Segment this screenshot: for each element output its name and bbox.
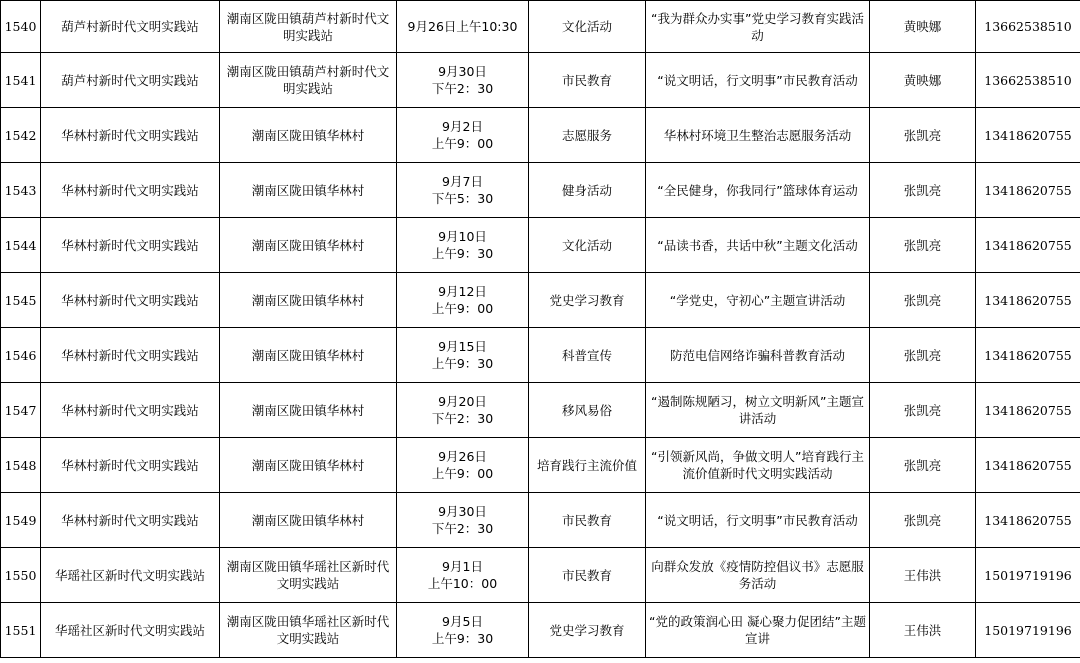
table-row [1,273,1080,328]
table-row [1,163,1080,218]
table-row [1,438,1080,493]
row-number-cell: 1550 [1,548,41,603]
location-cell: 潮南区陇田镇华林村 [220,328,397,383]
phone-cell: 13418620755 [976,328,1080,383]
activity-cell: 向群众发放《疫情防控倡议书》志愿服务活动 [646,548,870,603]
contact-cell: 黄映娜 [870,1,976,53]
phone-cell: 13418620755 [976,218,1080,273]
phone-cell: 15019719196 [976,548,1080,603]
time-cell: 9月30日 下午2：30 [397,493,529,548]
phone-cell: 13418620755 [976,383,1080,438]
row-number-cell: 1543 [1,163,41,218]
contact-cell: 王伟洪 [870,603,976,658]
contact-cell: 张凯亮 [870,218,976,273]
time-cell: 9月7日 下午5：30 [397,163,529,218]
table-row [1,108,1080,163]
contact-cell: 王伟洪 [870,548,976,603]
table-body [1,1,1080,658]
location-cell: 潮南区陇田镇华林村 [220,108,397,163]
row-number-cell: 1544 [1,218,41,273]
table-row [1,383,1080,438]
table-row [1,1,1080,53]
location-cell: 潮南区陇田镇华林村 [220,163,397,218]
activity-cell: “全民健身，你我同行”篮球体育运动 [646,163,870,218]
category-cell: 市民教育 [529,53,646,108]
station-cell: 华瑶社区新时代文明实践站 [41,603,220,658]
location-cell: 潮南区陇田镇华林村 [220,273,397,328]
contact-cell: 张凯亮 [870,108,976,163]
phone-cell: 13418620755 [976,438,1080,493]
activity-cell: “品读书香，共话中秋”主题文化活动 [646,218,870,273]
time-cell: 9月10日 上午9：30 [397,218,529,273]
phone-cell: 13662538510 [976,53,1080,108]
time-cell: 9月5日 上午9：30 [397,603,529,658]
time-cell: 9月30日 下午2：30 [397,53,529,108]
station-cell: 华林村新时代文明实践站 [41,438,220,493]
activity-cell: “我为群众办实事”党史学习教育实践活动 [646,1,870,53]
row-number-cell: 1546 [1,328,41,383]
location-cell: 潮南区陇田镇葫芦村新时代文明实践站 [220,1,397,53]
row-number-cell: 1542 [1,108,41,163]
location-cell: 潮南区陇田镇葫芦村新时代文明实践站 [220,53,397,108]
phone-cell: 13662538510 [976,1,1080,53]
location-cell: 潮南区陇田镇华林村 [220,438,397,493]
row-number-cell: 1548 [1,438,41,493]
category-cell: 党史学习教育 [529,273,646,328]
station-cell: 华林村新时代文明实践站 [41,108,220,163]
station-cell: 华林村新时代文明实践站 [41,218,220,273]
contact-cell: 张凯亮 [870,383,976,438]
table-row [1,218,1080,273]
contact-cell: 张凯亮 [870,438,976,493]
category-cell: 科普宣传 [529,328,646,383]
contact-cell: 张凯亮 [870,163,976,218]
location-cell: 潮南区陇田镇华林村 [220,383,397,438]
phone-cell: 13418620755 [976,108,1080,163]
location-cell: 潮南区陇田镇华瑶社区新时代文明实践站 [220,603,397,658]
row-number-cell: 1547 [1,383,41,438]
station-cell: 葫芦村新时代文明实践站 [41,1,220,53]
category-cell: 培育践行主流价值 [529,438,646,493]
phone-cell: 13418620755 [976,493,1080,548]
activity-cell: “引领新风尚，争做文明人”培育践行主流价值新时代文明实践活动 [646,438,870,493]
table-row [1,328,1080,383]
activity-cell: “遏制陈规陋习，树立文明新风”主题宣讲活动 [646,383,870,438]
table-row [1,493,1080,548]
time-cell: 9月2日 上午9：00 [397,108,529,163]
time-cell: 9月15日 上午9：30 [397,328,529,383]
activity-cell: 华林村环境卫生整治志愿服务活动 [646,108,870,163]
station-cell: 华林村新时代文明实践站 [41,328,220,383]
contact-cell: 张凯亮 [870,328,976,383]
category-cell: 志愿服务 [529,108,646,163]
station-cell: 华林村新时代文明实践站 [41,163,220,218]
location-cell: 潮南区陇田镇华林村 [220,218,397,273]
category-cell: 移风易俗 [529,383,646,438]
station-cell: 葫芦村新时代文明实践站 [41,53,220,108]
location-cell: 潮南区陇田镇华林村 [220,493,397,548]
location-cell: 潮南区陇田镇华瑶社区新时代文明实践站 [220,548,397,603]
contact-cell: 黄映娜 [870,53,976,108]
category-cell: 文化活动 [529,1,646,53]
phone-cell: 13418620755 [976,163,1080,218]
activity-cell: “党的政策润心田 凝心聚力促团结”主题宣讲 [646,603,870,658]
time-cell: 9月20日 下午2：30 [397,383,529,438]
contact-cell: 张凯亮 [870,273,976,328]
row-number-cell: 1541 [1,53,41,108]
station-cell: 华林村新时代文明实践站 [41,273,220,328]
phone-cell: 15019719196 [976,603,1080,658]
row-number-cell: 1540 [1,1,41,53]
row-number-cell: 1549 [1,493,41,548]
table-row [1,548,1080,603]
station-cell: 华瑶社区新时代文明实践站 [41,548,220,603]
station-cell: 华林村新时代文明实践站 [41,493,220,548]
time-cell: 9月26日上午10:30 [397,1,529,53]
station-cell: 华林村新时代文明实践站 [41,383,220,438]
activity-cell: “说文明话，行文明事”市民教育活动 [646,53,870,108]
time-cell: 9月12日 上午9：00 [397,273,529,328]
activity-cell: “说文明话，行文明事”市民教育活动 [646,493,870,548]
row-number-cell: 1551 [1,603,41,658]
table-row [1,53,1080,108]
category-cell: 市民教育 [529,548,646,603]
time-cell: 9月26日 上午9：00 [397,438,529,493]
contact-cell: 张凯亮 [870,493,976,548]
category-cell: 健身活动 [529,163,646,218]
category-cell: 党史学习教育 [529,603,646,658]
activity-cell: “学党史，守初心”主题宣讲活动 [646,273,870,328]
table-row [1,603,1080,658]
phone-cell: 13418620755 [976,273,1080,328]
activity-cell: 防范电信网络诈骗科普教育活动 [646,328,870,383]
row-number-cell: 1545 [1,273,41,328]
time-cell: 9月1日 上午10：00 [397,548,529,603]
category-cell: 文化活动 [529,218,646,273]
category-cell: 市民教育 [529,493,646,548]
